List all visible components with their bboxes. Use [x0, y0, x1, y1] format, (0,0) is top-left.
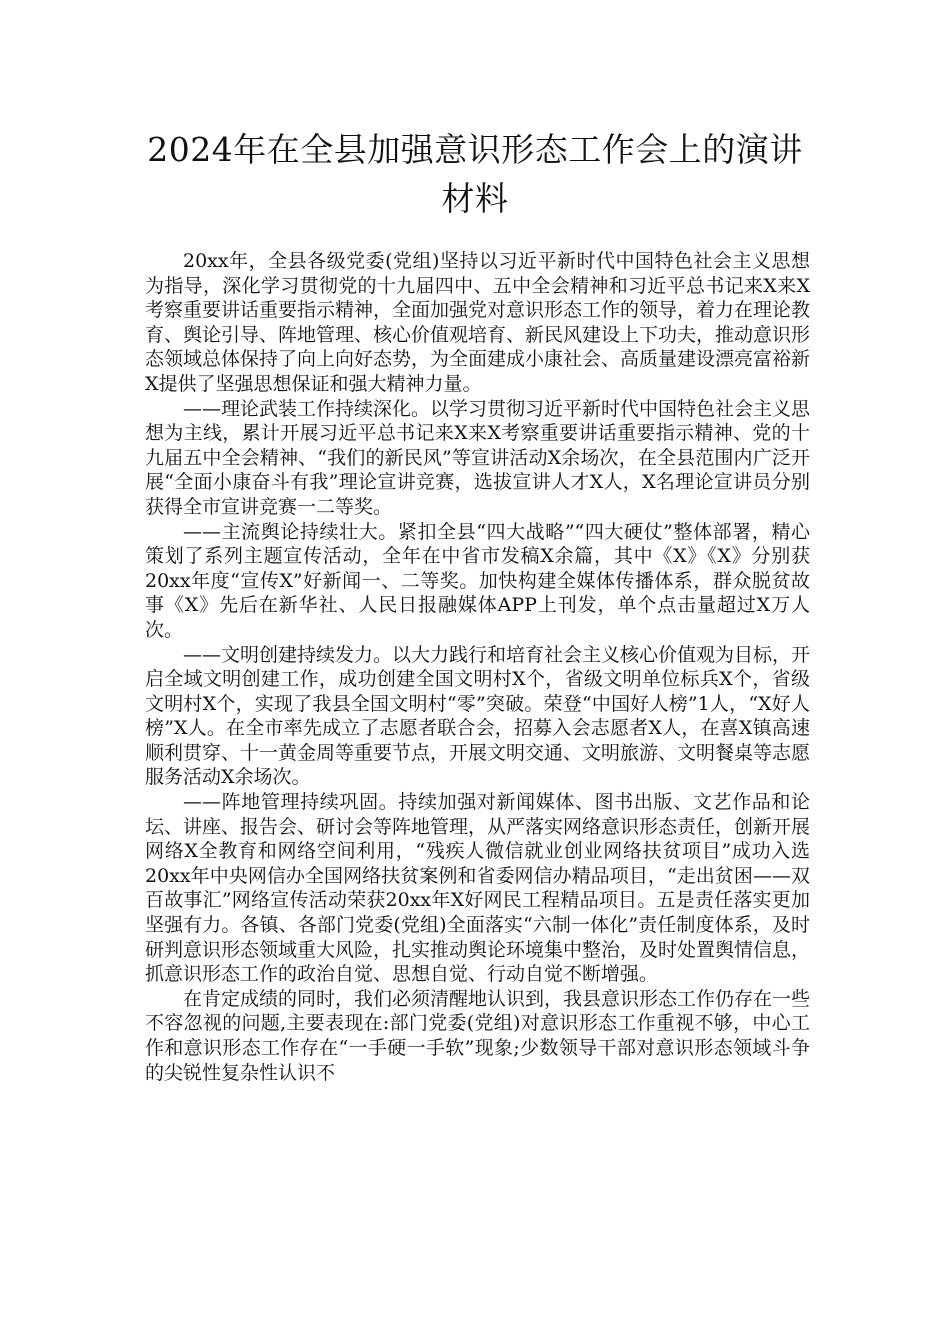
paragraph-position-management: ——阵地管理持续巩固。持续加强对新闻媒体、图书出版、文艺作品和论坛、讲座、报告会、研讨会等阵地管理，从严落实网络意识形态责任，创新开展网络X全教育和网络空间利用，“残疾人微信就业创业网络扶贫项目”成功入选20xx年中央网信办全国网络扶贫案例和省委网信办精品项目，“走出贫困——双百故事汇”网络宣传活动荣获20xx年X好网民工程精品项目。五是责任落实更加坚强有力。各镇、各部门党委(党组)全面落实“六制一体化”责任制度体系，及时研判意识形态领域重大风险，扎实推动舆论环境集中整治，及时处置舆情信息，抓意识形态工作的政治自觉、思想自觉、行动自觉不断增强。	[145, 791, 811, 986]
document-title: 2024年在全县加强意识形态工作会上的演讲材料	[147, 130, 803, 218]
paragraph-civilization: ——文明创建持续发力。以大力践行和培育社会主义核心价值观为目标，开启全域文明创建工作，成功创建全国文明村X个，省级文明单位标兵X个，省级文明村X个，实现了我县全国文明村“零”突破。荣登“中国好人榜”1人，“X好人榜”X人。在全市率先成立了志愿者联合会，招募入会志愿者X人，在喜X镇高速顺利贯穿、十一黄金周等重要节点，开展文明交通、文明旅游、文明餐桌等志愿服务活动X余场次。	[145, 643, 811, 789]
paragraph-intro: 20xx年，全县各级党委(党组)坚持以习近平新时代中国特色社会主义思想为指导，深化学习贯彻党的十九届四中、五中全会精神和习近平总书记来X来X考察重要讲话重要指示精神，全面加强党对意识形态工作的领导，着力在理论教育、舆论引导、阵地管理、核心价值观培育、新民风建设上下功夫，推动意识形态领域总体保持了向上向好态势，为全面建成小康社会、高质量建设漂亮富裕新X提供了坚强思想保证和强大精神力量。	[145, 250, 811, 395]
paragraph-theory: ——理论武装工作持续深化。以学习贯彻习近平新时代中国特色社会主义思想为主线，累计开展习近平总书记来X来X考察重要讲话重要指示精神、党的十九届五中全会精神、“我们的新民风”等宣讲活动X余场次，在全县范围内广泛开展“全面小康奋斗有我”理论宣讲竞赛，选拔宣讲人才X人，X名理论宣讲员分别获得全市宣讲竞赛一二等奖。	[145, 397, 811, 518]
paragraph-public-opinion: ——主流舆论持续壮大。紧扣全县“四大战略”“四大硬仗”整体部署，精心策划了系列主题宣传活动，全年在中省市发稿X余篇，其中《X》《X》分别获20xx年度“宣传X”好新闻一、二等奖。加快构建全媒体传播体系，群众脱贫故事《X》先后在新华社、人民日报融媒体APP上刊发，单个点击量超过X万人次。	[145, 520, 810, 641]
paragraph-problems: 在肯定成绩的同时，我们必须清醒地认识到，我县意识形态工作仍存在一些不容忽视的问题,主要表现在:部门党委(党组)对意识形态工作重视不够，中心工作和意识形态工作存在“一手硬一手软”现象;少数领导干部对意识形态领域斗争的尖锐性复杂性认识不	[145, 987, 811, 1084]
document-body	[145, 249, 810, 1085]
